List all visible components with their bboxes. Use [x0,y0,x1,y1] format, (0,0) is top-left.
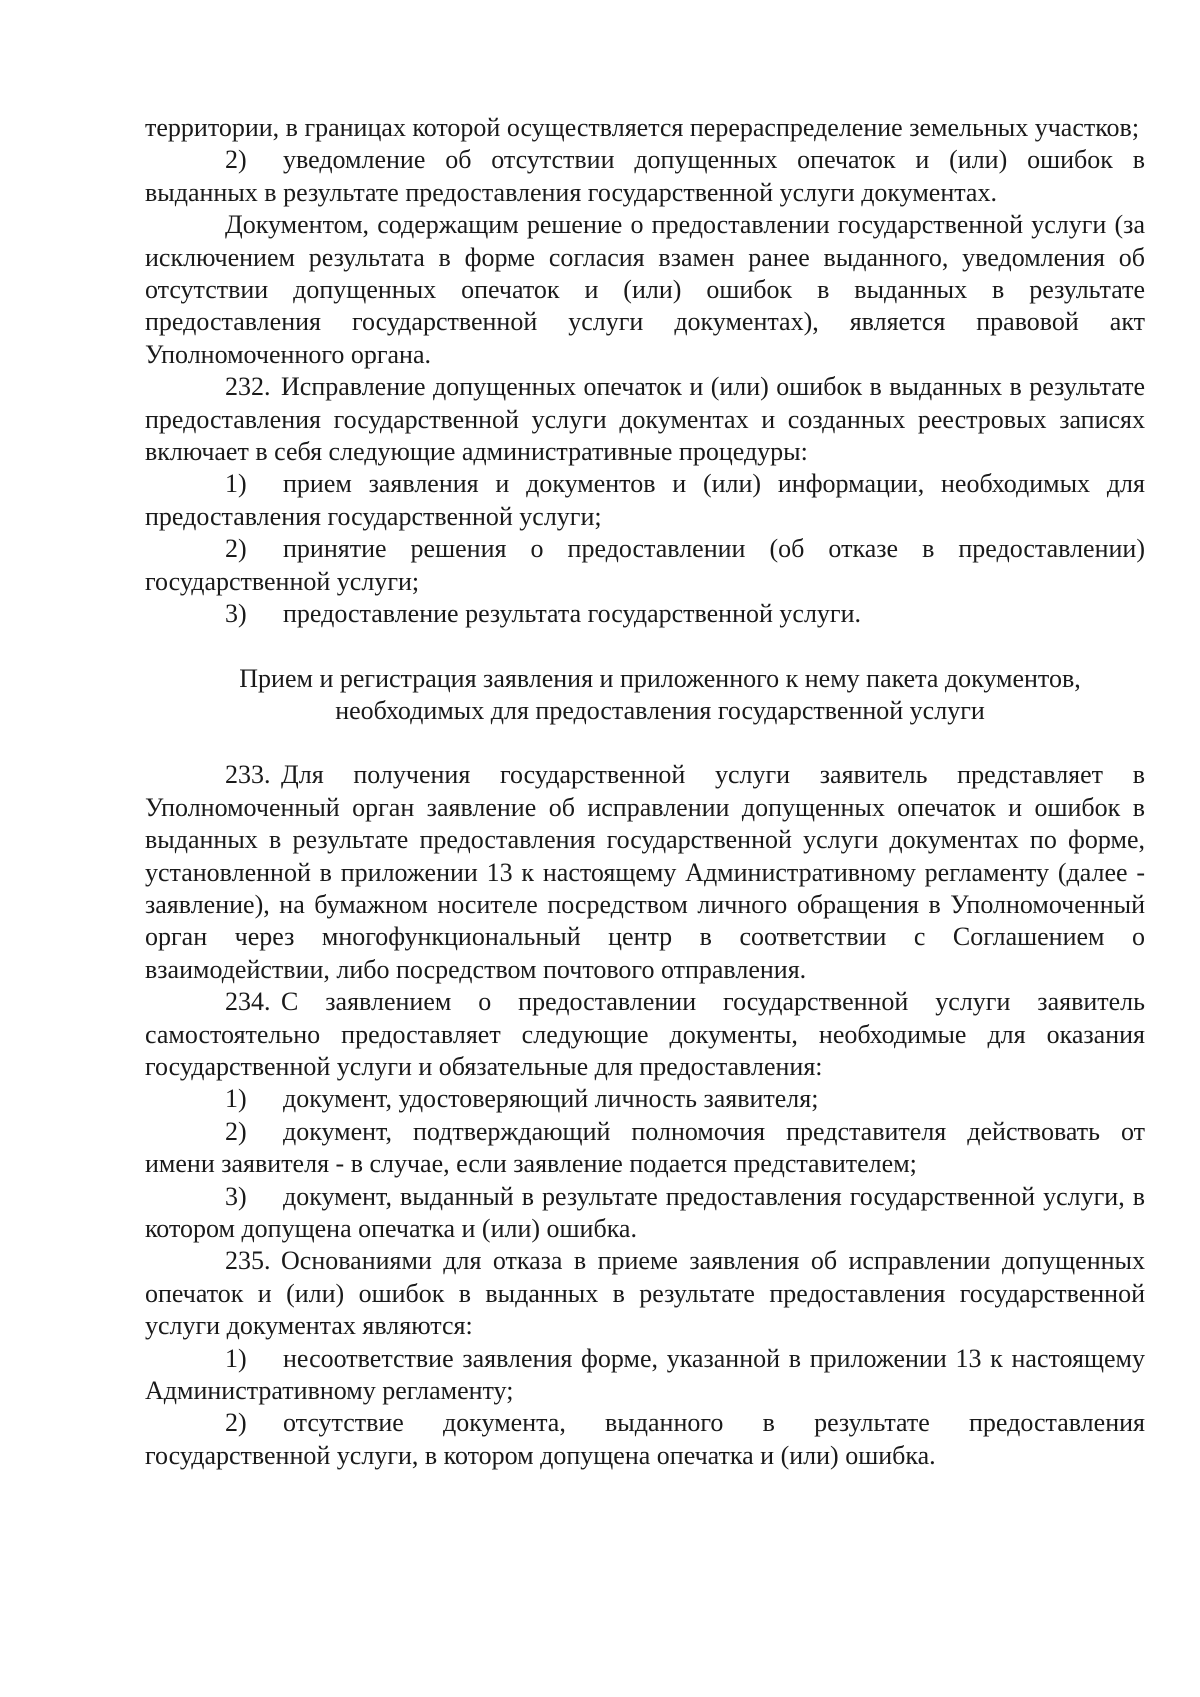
list-item-text: документ, выданный в результате предоставления государственной услуги, в котором допущена опечатка и (или) ошибка. [145,1181,1145,1243]
section-heading [145,663,1145,728]
paragraph-text: Исправление допущенных опечаток и (или) ошибок в выданных в результате предоставления государственной услуги документах и созданных реестровых записях включает в себя следующие административные процедуры: [145,372,1145,467]
list-item-text: документ, подтверждающий полномочия представителя действовать от имени заявителя - в случае, если заявление подается представителем; [145,1116,1145,1179]
paragraph [145,209,1145,371]
paragraph-number: 235. [225,1246,271,1276]
list-item [145,598,1145,630]
paragraph-number: 233. [225,760,271,790]
paragraph-text: Основаниями для отказа в приеме заявления об исправлении допущенных опечаток и (или) ошибок в выданных в результате предоставления государственной услуги документах являются: [145,1246,1145,1341]
list-item-text: уведомление об отсутствии допущенных опечаток и (или) ошибок в выданных в результате предоставления государственной услуги документах. [145,145,1145,207]
list-item-text: несоответствие заявления форме, указанной в приложении 13 к настоящему Административному регламенту; [145,1343,1145,1406]
numbered-paragraph-232 [145,371,1145,468]
document-page [145,112,1145,1472]
list-item [145,468,1145,533]
paragraph-text: Для получения государственной услуги заявитель представляет в Уполномоченный орган заявление об исправлении допущенных опечаток и ошибок в выданных в результате предоставления государственной услуги документах по форме, установленной в приложении 13 к настоящему Административному регламенту (далее - заявление), на бумажном носителе посредством личного обращения в Уполномоченный орган через многофункциональный центр в соответствии с Соглашением о взаимодействии, либо посредством почтового отправления. [145,760,1145,984]
numbered-paragraph-235 [145,1245,1145,1342]
list-item-number: 1) [225,1343,247,1373]
list-item-number: 1) [225,1084,247,1114]
numbered-paragraph-234 [145,986,1145,1083]
list-item-text: отсутствие документа, выданного в результате предоставления государственной услуги, в котором допущена опечатка и (или) ошибка. [145,1408,1145,1470]
list-item-text: прием заявления и документов и (или) информации, необходимых для предоставления государственной услуги; [145,469,1145,531]
list-item [145,1407,1145,1472]
list-item [145,1116,1145,1181]
list-item-number: 2) [225,1408,247,1438]
list-item-number: 3) [225,599,247,629]
list-item-number: 2) [225,1116,247,1146]
section-heading-line-1: Прием и регистрация заявления и приложенного к нему пакета документов, [239,663,1081,693]
list-item-text: документ, удостоверяющий личность заявителя; [283,1084,819,1114]
list-item-text: принятие решения о предоставлении (об отказе в предоставлении) государственной услуги; [145,534,1145,596]
section-heading-line-2: необходимых для предоставления государственной услуги [335,695,985,725]
list-item [145,1343,1145,1408]
list-item [145,144,1145,209]
list-item-text: предоставление результата государственной услуги. [283,599,862,629]
list-item-number: 1) [225,469,247,499]
paragraph-text: территории, в границах которой осуществляется перераспределение земельных участков; [145,113,1140,142]
paragraph-number: 232. [225,372,271,402]
list-item-number: 2) [225,145,247,175]
list-item [145,1083,1145,1115]
list-item [145,533,1145,598]
paragraph-number: 234. [225,987,271,1017]
paragraph-text: Документом, содержащим решение о предоставлении государственной услуги (за исключением результата в форме согласия взамен ранее выданного, уведомления об отсутствии допущенных опечаток и (или) ошибок в выданных в результате предоставления государственной услуги документах), является правовой акт Уполномоченного органа. [145,210,1145,369]
list-item-number: 2) [225,534,247,564]
paragraph-continuation [145,112,1145,144]
list-item-number: 3) [225,1181,247,1211]
list-item [145,1181,1145,1246]
paragraph-text: С заявлением о предоставлении государственной услуги заявитель самостоятельно предоставляет следующие документы, необходимые для оказания государственной услуги и обязательные для предоставления: [145,987,1145,1081]
numbered-paragraph-233 [145,759,1145,986]
